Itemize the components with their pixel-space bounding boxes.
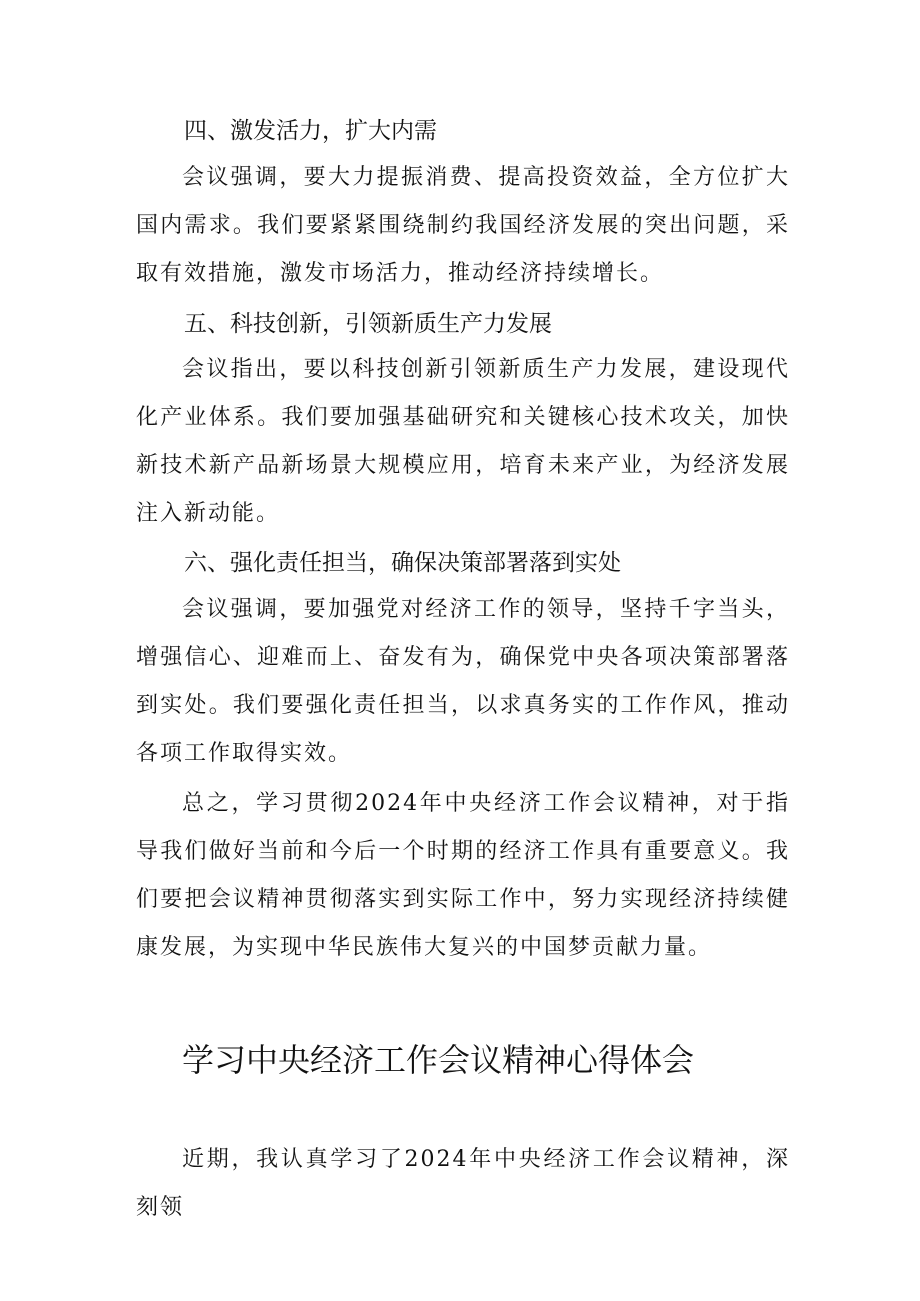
section-paragraph-5: 会议指出，要以科技创新引领新质生产力发展，建设现代化产业体系。我们要加强基础研究和关键核心技术攻关，加快新技术新产品新场景大规模应用，培育未来产业，为经济发展注入新动能。 bbox=[136, 357, 790, 526]
article-title: 学习中央经济工作会议精神心得体会 bbox=[182, 1041, 695, 1079]
section-paragraph-4: 会议强调，要大力提振消费、提高投资效益，全方位扩大国内需求。我们要紧紧围绕制约我国经济发展的突出问题，采取有效措施，激发市场活力，推动经济持续增长。 bbox=[136, 165, 790, 286]
conclusion-paragraph: 总之，学习贯彻2024年中央经济工作会议精神，对于指导我们做好当前和今后一个时期的经济工作具有重要意义。我们要把会议精神贯彻落实到实际工作中，努力实现经济持续健康发展，为实现中华民族伟大复兴的中国梦贡献力量。 bbox=[136, 791, 790, 960]
section-paragraph-6: 会议强调，要加强党对经济工作的领导，坚持千字当头，增强信心、迎难而上、奋发有为，确保党中央各项决策部署落到实处。我们要强化责任担当，以求真务实的工作作风，推动各项工作取得实效。 bbox=[136, 597, 790, 766]
section-heading-4: 四、激发活力，扩大内需 bbox=[184, 118, 437, 144]
article-opening-paragraph: 近期，我认真学习了2024年中央经济工作会议精神，深刻领 bbox=[136, 1147, 790, 1220]
section-heading-5: 五、科技创新，引领新质生产力发展 bbox=[184, 311, 552, 337]
section-heading-6: 六、强化责任担当，确保决策部署落到实处 bbox=[184, 550, 621, 576]
